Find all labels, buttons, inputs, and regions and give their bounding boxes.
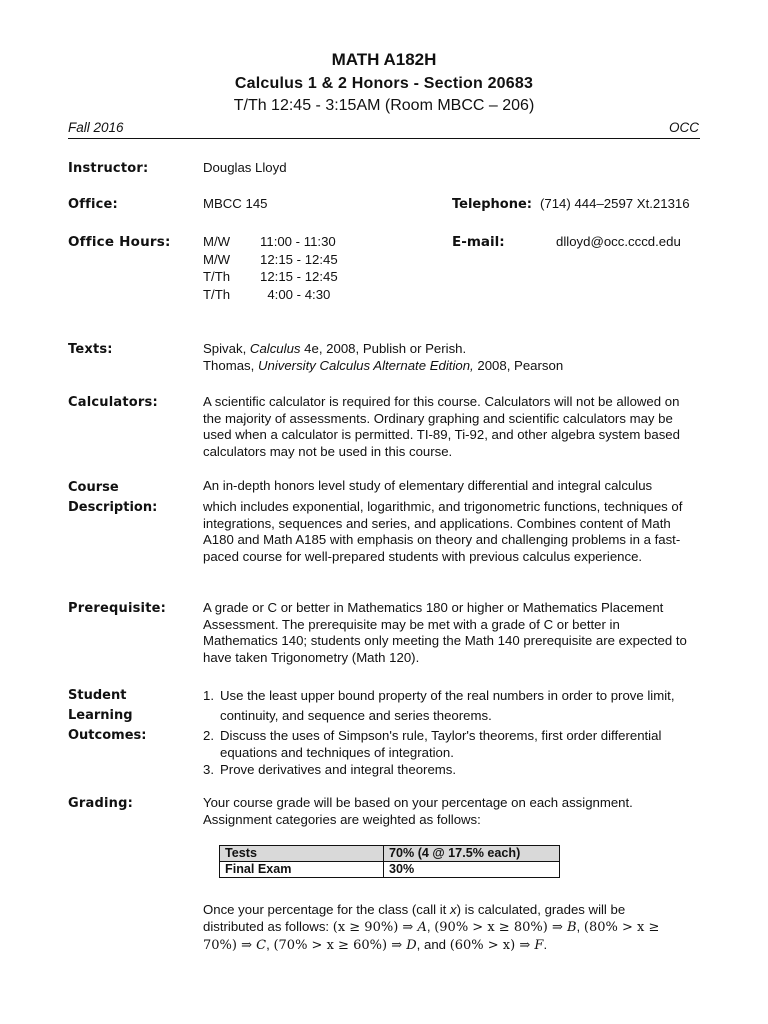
textbook-2	[203, 358, 703, 375]
instructor-label: Instructor:	[68, 161, 149, 176]
grade-rule-d	[273, 938, 416, 953]
outcome-item	[203, 727, 701, 761]
office-hours-row	[203, 286, 338, 304]
grade-scale-text-2: ) is calculated, grades will be distributed as follows:	[203, 902, 626, 934]
office-value: MBCC 145	[203, 196, 268, 211]
course-description-line1: An in-depth honors level study of elementary differential and integral calculus	[203, 478, 653, 493]
implies-symbol: ⇒	[402, 920, 414, 935]
outcome-number: 3.	[203, 762, 214, 777]
grade-rule-cond: (90% > x ≥ 80%)	[434, 920, 548, 935]
header-divider	[68, 138, 700, 139]
implies-symbol: ⇒	[391, 938, 403, 953]
prerequisite-label: Prerequisite:	[68, 601, 167, 616]
grade-rule-f	[450, 938, 544, 953]
instructor-value: Douglas Lloyd	[203, 160, 287, 175]
outcome-number: 2.	[203, 728, 214, 743]
office-hours-row	[203, 268, 338, 286]
weight-category: Tests	[220, 846, 384, 862]
course-description-label	[68, 478, 157, 518]
implies-symbol: ⇒	[241, 938, 253, 953]
outcomes-label-line2: Learning	[68, 708, 133, 723]
course-description-label-line1: Course	[68, 480, 119, 495]
office-hours-days: M/W	[203, 251, 231, 267]
grade-rule-grade: F	[534, 938, 544, 953]
weight-category: Final Exam	[220, 862, 384, 878]
grade-rule-grade: D	[406, 938, 417, 953]
outcomes-list	[203, 686, 701, 778]
textbook-2-author: Thomas,	[203, 357, 258, 373]
office-hours-label: Office Hours:	[68, 234, 171, 250]
office-hours-days: T/Th	[203, 286, 231, 302]
course-code: MATH A182H	[331, 50, 437, 69]
calculators-text: A scientific calculator is required for this course. Calculators will not be allowed on the majority of assessments. Ordinary graphing and scientific calculators may be used when a calculator is permitted. TI-89, Ti-92, and other algebra system based calculators may not be used in this course.	[203, 394, 680, 459]
telephone-value: (714) 444–2597 Xt.21316	[540, 196, 690, 211]
prerequisite-text: A grade or C or better in Mathematics 180 or higher or Mathematics Placement Assessment. The prerequisite may be met with a grade of C or better in Mathematics 140; students only meeting the Math 140 prerequisite are expected to have taken Trigonometry (Math 120).	[203, 600, 687, 665]
outcome-number: 1.	[203, 688, 214, 703]
grade-scale-text-1: Once your percentage for the class (call it	[203, 902, 451, 917]
grade-scale-var: x	[450, 902, 457, 917]
office-hours-time: 11:00 - 11:30	[260, 234, 336, 249]
office-hours-row	[203, 251, 338, 269]
office-hours-table	[203, 233, 338, 303]
office-hours-row	[203, 233, 338, 251]
outcomes-label-line3: Outcomes:	[68, 728, 147, 743]
grading-intro: Your course grade will be based on your percentage on each assignment. Assignment categories are weighted as follows:	[203, 795, 633, 827]
texts-label: Texts:	[68, 342, 113, 357]
office-hours-time: 12:15 - 12:45	[260, 251, 338, 267]
school: OCC	[669, 120, 699, 135]
textbook-1	[203, 341, 703, 358]
textbook-2-details: 2008, Pearson	[473, 357, 564, 373]
grade-rule-cond: (x ≥ 90%)	[332, 920, 399, 935]
calculators-label: Calculators:	[68, 395, 158, 410]
textbook-1-author: Spivak,	[203, 341, 250, 356]
email-label: E-mail:	[452, 234, 505, 250]
grade-rule-grade: B	[566, 920, 577, 935]
weight-value: 30%	[384, 862, 560, 878]
office-hours-time: 4:00 - 4:30	[260, 286, 331, 302]
office-hours-time: 12:15 - 12:45	[260, 269, 338, 284]
weight-value: 70% (4 @ 17.5% each)	[384, 846, 560, 862]
separator: ,	[426, 919, 431, 934]
course-schedule: T/Th 12:45 - 3:15AM (Room MBCC – 206)	[233, 97, 535, 114]
grade-rule-cond: (80% > x ≥ 70%)	[203, 920, 660, 953]
textbook-2-title: University Calculus Alternate Edition,	[257, 357, 474, 373]
course-title: Calculus 1 & 2 Honors - Section 20683	[234, 75, 534, 92]
grading-label: Grading:	[68, 796, 133, 811]
grade-rule-b	[434, 920, 576, 935]
course-description-label-line2: Description:	[68, 500, 158, 515]
table-row	[220, 846, 560, 862]
course-description-text: which includes exponential, logarithmic, and trigonometric functions, techniques of integrations, sequences and series, and applications. Combines content of Math A180 and Math A185 with emphasis on theory and challenging problems in a fast-paced course for well-prepared students with previous calculus experience.	[203, 499, 683, 564]
office-hours-days: M/W	[203, 234, 231, 249]
telephone-label: Telephone:	[452, 197, 532, 212]
outcomes-label-line1: Student	[68, 688, 127, 703]
grade-rule-a	[333, 920, 427, 935]
outcome-item	[203, 686, 701, 726]
term: Fall 2016	[68, 120, 124, 135]
outcome-item	[203, 761, 701, 778]
separator: ,	[266, 937, 270, 952]
grade-rule-grade: C	[256, 938, 267, 953]
separator: , and	[416, 937, 447, 952]
office-label: Office:	[68, 197, 118, 212]
grade-scale	[203, 901, 683, 954]
outcome-text: Use the least upper bound property of the real numbers in order to prove limit, continuity, and sequence and series theorems.	[220, 688, 675, 723]
end-punctuation: .	[543, 937, 548, 952]
textbook-1-title: Calculus	[249, 341, 301, 356]
email-value[interactable]: dlloyd@occ.cccd.edu	[556, 234, 681, 249]
outcome-text: Prove derivatives and integral theorems.	[220, 762, 457, 777]
outcomes-label	[68, 686, 146, 746]
table-row	[220, 862, 560, 878]
grade-rule-grade: A	[417, 920, 427, 935]
grade-rule-cond: (60% > x)	[449, 938, 516, 953]
office-hours-days: T/Th	[203, 269, 231, 284]
implies-symbol: ⇒	[551, 920, 563, 935]
textbook-1-details: 4e, 2008, Publish or Perish.	[300, 341, 467, 356]
texts-list	[203, 341, 703, 374]
separator: ,	[576, 919, 581, 934]
outcome-text: Discuss the uses of Simpson's rule, Taylor's theorems, first order differential equations and techniques of integration.	[220, 728, 662, 760]
grade-weights-table	[219, 845, 560, 878]
grade-rule-cond: (70% > x ≥ 60%)	[273, 938, 388, 953]
implies-symbol: ⇒	[519, 938, 531, 953]
